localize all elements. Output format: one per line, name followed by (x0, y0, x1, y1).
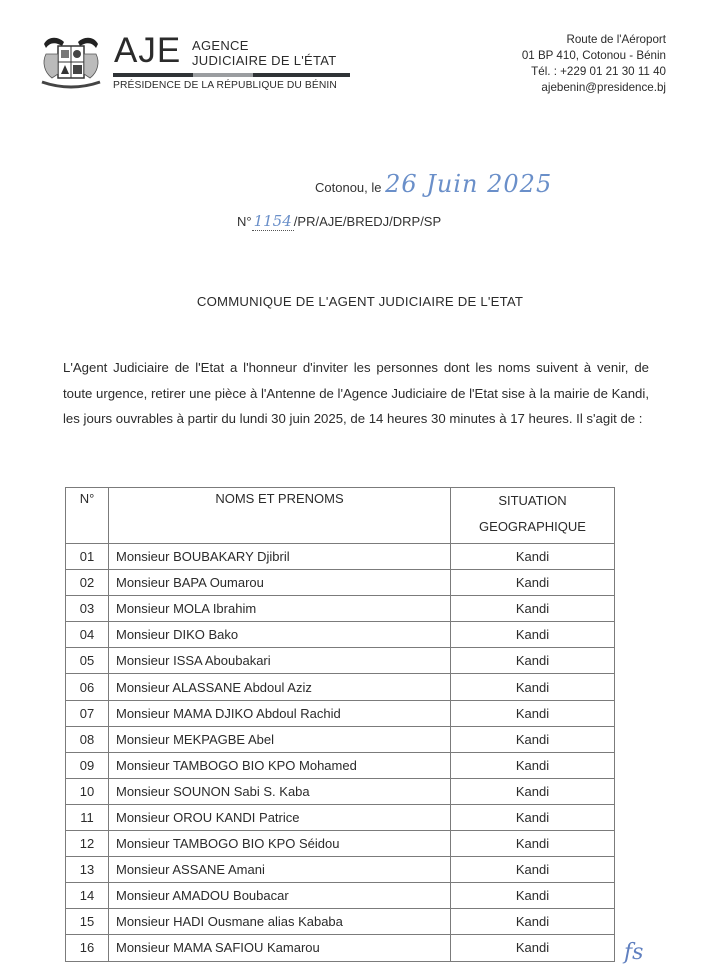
logo-divider-bar (113, 73, 350, 77)
row-number: 09 (66, 752, 109, 778)
reference-prefix: N° (237, 214, 252, 229)
handwritten-reference-number: 1154 (253, 212, 292, 230)
logo-bar-segment (113, 73, 193, 77)
table-row (66, 857, 615, 883)
email-link[interactable]: ajebenin@presidence.bj (541, 81, 666, 94)
table-row (66, 778, 615, 804)
table-row (66, 726, 615, 752)
row-name: Monsieur DIKO Bako (109, 622, 451, 648)
logo-subtitle: PRÉSIDENCE DE LA RÉPUBLIQUE DU BÉNIN (113, 80, 337, 91)
table-row (66, 596, 615, 622)
communique-title: COMMUNIQUE DE L'AGENT JUDICIAIRE DE L'ETAT (196, 294, 524, 309)
handwritten-date: 26 Juin 2025 (385, 170, 553, 198)
row-name: Monsieur ALASSANE Abdoul Aziz (109, 674, 451, 700)
benin-coat-of-arms-icon (36, 34, 106, 92)
table-row (66, 752, 615, 778)
table-row (66, 622, 615, 648)
row-name: Monsieur TAMBOGO BIO KPO Mohamed (109, 752, 451, 778)
row-location: Kandi (451, 726, 615, 752)
row-name: Monsieur BAPA Oumarou (109, 570, 451, 596)
table-row (66, 648, 615, 674)
row-name: Monsieur ISSA Aboubakari (109, 648, 451, 674)
header-number: N° (66, 488, 109, 544)
row-name: Monsieur BOUBAKARY Djibril (109, 544, 451, 570)
row-number: 10 (66, 778, 109, 804)
row-location: Kandi (451, 909, 615, 935)
row-name: Monsieur SOUNON Sabi S. Kaba (109, 778, 451, 804)
row-name: Monsieur MAMA DJIKO Abdoul Rachid (109, 700, 451, 726)
table-row (66, 831, 615, 857)
date-line (315, 170, 552, 198)
row-name: Monsieur ASSANE Amani (109, 857, 451, 883)
row-number: 06 (66, 674, 109, 700)
row-location: Kandi (451, 883, 615, 909)
row-number: 07 (66, 700, 109, 726)
row-name: Monsieur OROU KANDI Patrice (109, 804, 451, 830)
table-row (66, 909, 615, 935)
row-number: 13 (66, 857, 109, 883)
row-location: Kandi (451, 804, 615, 830)
header-location-line2: GEOGRAPHIQUE (479, 519, 586, 534)
row-number: 02 (66, 570, 109, 596)
row-location: Kandi (451, 570, 615, 596)
row-name: Monsieur TAMBOGO BIO KPO Séidou (109, 831, 451, 857)
reference-line (237, 212, 441, 230)
header-location-line1: SITUATION (498, 493, 567, 508)
row-location: Kandi (451, 831, 615, 857)
row-location: Kandi (451, 752, 615, 778)
row-name: Monsieur MAMA SAFIOU Kamarou (109, 935, 451, 961)
row-number: 15 (66, 909, 109, 935)
table-row (66, 935, 615, 961)
table-row (66, 804, 615, 830)
phone: Tél. : +229 01 21 30 11 40 (531, 65, 666, 78)
logo-acronym: AJE (114, 31, 182, 70)
table-row (66, 674, 615, 700)
date-prefix: Cotonou, le (315, 180, 382, 195)
row-location: Kandi (451, 674, 615, 700)
row-location: Kandi (451, 778, 615, 804)
body-paragraph: L'Agent Judiciaire de l'Etat a l'honneur d'inviter les personnes dont les noms suivent à venir, de toute urgence, retirer une pièce à l'Antenne de l'Agence Judiciaire de l'Etat sise à la mairie de Kandi, les jours ouvrables à partir du lundi 30 juin 2025, de 14 heures 30 minutes à 17 heures. Il s'agit de : (63, 360, 649, 427)
header-name: NOMS ET PRENOMS (109, 488, 451, 544)
contact-block (522, 32, 666, 96)
address-line1: Route de l'Aéroport (566, 33, 666, 46)
reference-suffix: /PR/AJE/BREDJ/DRP/SP (293, 214, 442, 229)
row-number: 03 (66, 596, 109, 622)
row-location: Kandi (451, 935, 615, 961)
logo-agency-line1: AGENCE (192, 38, 249, 53)
row-number: 11 (66, 804, 109, 830)
address-line2: 01 BP 410, Cotonou - Bénin (521, 49, 666, 62)
row-location: Kandi (451, 596, 615, 622)
row-location: Kandi (451, 857, 615, 883)
table-header-row (66, 488, 615, 544)
row-location: Kandi (451, 700, 615, 726)
table-row (66, 700, 615, 726)
logo-bar-segment (193, 73, 253, 77)
row-number: 12 (66, 831, 109, 857)
logo-agency-line2: JUDICIAIRE DE L'ÉTAT (192, 53, 337, 68)
row-number: 05 (66, 648, 109, 674)
row-name: Monsieur HADI Ousmane alias Kababa (109, 909, 451, 935)
header-location (451, 488, 615, 544)
row-location: Kandi (451, 544, 615, 570)
row-number: 14 (66, 883, 109, 909)
row-name: Monsieur MOLA Ibrahim (109, 596, 451, 622)
row-location: Kandi (451, 622, 615, 648)
table-row (66, 570, 615, 596)
row-number: 16 (66, 935, 109, 961)
row-number: 08 (66, 726, 109, 752)
row-location: Kandi (451, 648, 615, 674)
table-row (66, 544, 615, 570)
logo-agency-name (192, 38, 337, 68)
table-row (66, 883, 615, 909)
logo-bar-segment (253, 73, 350, 77)
row-number: 01 (66, 544, 109, 570)
persons-table (65, 487, 615, 962)
row-number: 04 (66, 622, 109, 648)
row-name: Monsieur AMADOU Boubacar (109, 883, 451, 909)
handwritten-initials: fs (624, 940, 644, 965)
row-name: Monsieur MEKPAGBE Abel (109, 726, 451, 752)
